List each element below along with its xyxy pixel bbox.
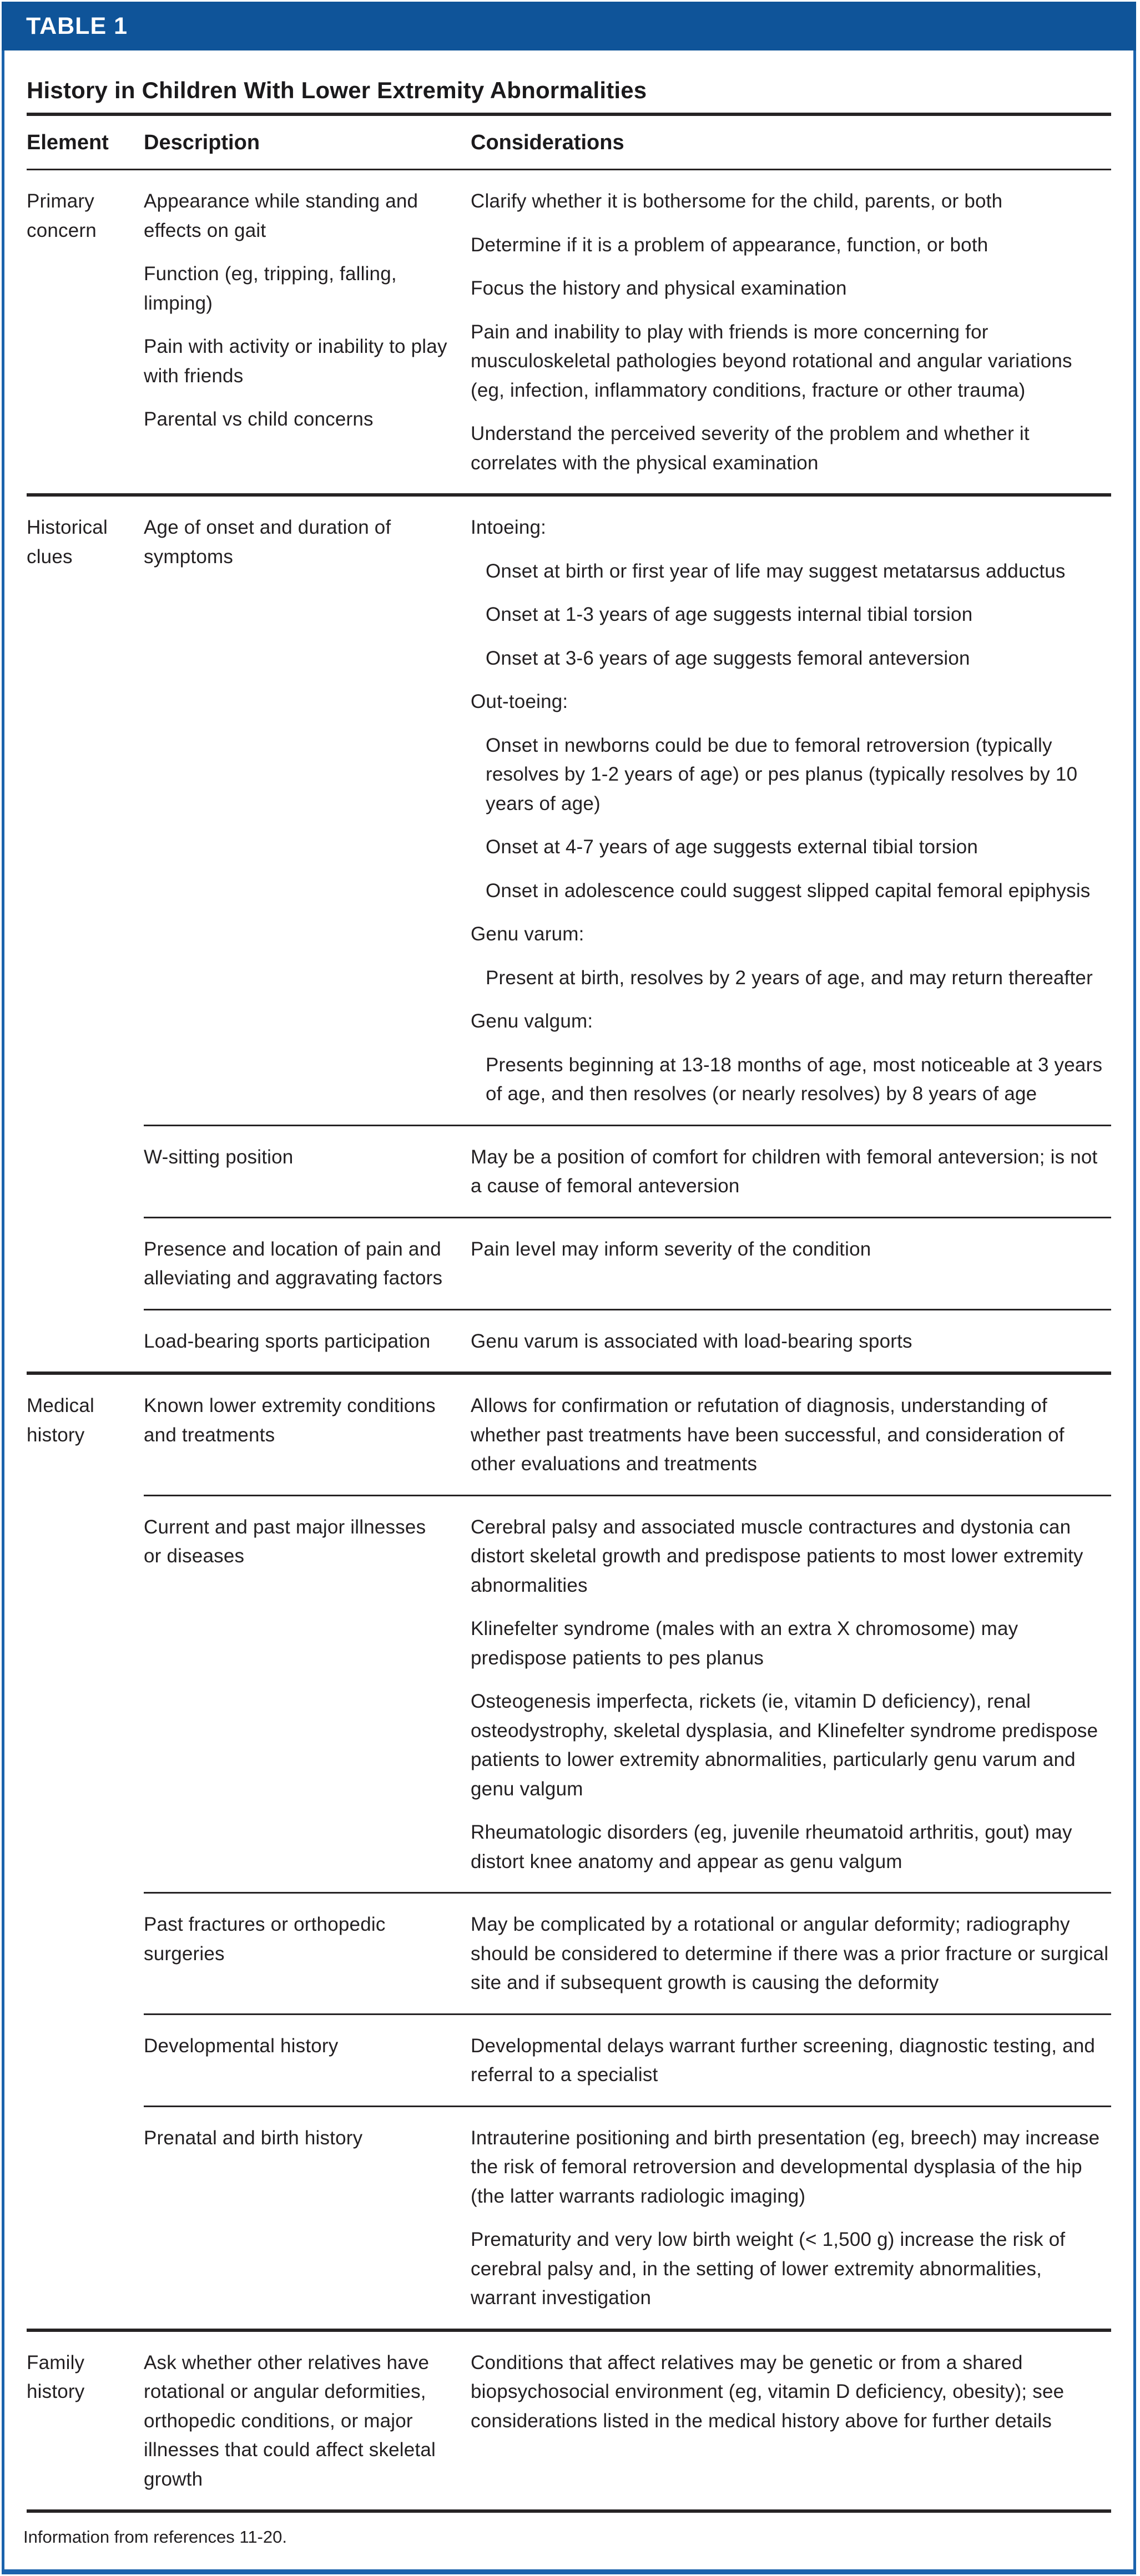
- table-row: [144, 1125, 1111, 1217]
- consideration-text: Onset at 4-7 years of age suggests external tibial torsion: [486, 836, 978, 858]
- table-row: [144, 1495, 1111, 1892]
- consideration-text: Pain level may inform severity of the condition: [471, 1238, 871, 1260]
- consideration-text: Out-toeing:: [471, 691, 568, 712]
- description-cell: [144, 187, 471, 478]
- description-text: Pain with activity or inability to play with friends: [144, 336, 447, 387]
- consideration-text: May be complicated by a rotational or angular deformity; radiography should be considered to determine if there was a prior fracture or surgical site and if subsequent growth is causing the deformity: [471, 1914, 1109, 1993]
- considerations-cell: [471, 2124, 1111, 2313]
- description-text: Prenatal and birth history: [144, 2127, 363, 2149]
- description-text: Known lower extremity conditions and treatments: [144, 1395, 436, 1446]
- considerations-cell: [471, 187, 1111, 478]
- consideration-text: Understand the perceived severity of the problem and whether it correlates with the physical examination: [471, 423, 1030, 474]
- element-text: Primary concern: [27, 190, 97, 241]
- considerations-cell: [471, 1391, 1111, 1479]
- column-header-considerations: Considerations: [471, 131, 624, 154]
- description-text: Ask whether other relatives have rotational or angular deformities, orthopedic conditions, or major illnesses that could affect skeletal growth: [144, 2351, 436, 2490]
- consideration-text: Onset at 1-3 years of age suggests internal tibial torsion: [486, 604, 973, 625]
- consideration-text: Cerebral palsy and associated muscle contractures and dystonia can distort skeletal growth and predispose patients to most lower extremity abnormalities: [471, 1516, 1083, 1596]
- table-title: History in Children With Lower Extremity Abnormalities: [27, 77, 647, 103]
- consideration-text: Intoeing:: [471, 517, 547, 538]
- description-cell: [144, 1513, 471, 1877]
- consideration-text: Clarify whether it is bothersome for the child, parents, or both: [471, 190, 1003, 212]
- considerations-cell: [471, 1143, 1111, 1201]
- consideration-text: Conditions that affect relatives may be genetic or from a shared biopsychosocial environment (eg, vitamin D deficiency, obesity); see considerations listed in the medical history above for further details: [471, 2351, 1065, 2432]
- table-row: [144, 1375, 1111, 1495]
- section-family-history: [27, 2329, 1111, 2510]
- element-label: [27, 1375, 144, 2329]
- considerations-cell: [471, 513, 1111, 1109]
- description-cell: [144, 2032, 471, 2090]
- description-cell: [144, 2124, 471, 2313]
- consideration-text: Onset in adolescence could suggest slipped capital femoral epiphysis: [486, 879, 1091, 902]
- consideration-text: Onset in newborns could be due to femoral retroversion (typically resolves by 1-2 years of age) or pes planus (typically resolves by 10 years of age): [486, 734, 1078, 814]
- description-text: Age of onset and duration of symptoms: [144, 517, 391, 568]
- table-row: [144, 170, 1111, 493]
- description-text: Parental vs child concerns: [144, 408, 374, 430]
- table-row: [144, 1217, 1111, 1309]
- description-cell: [144, 1327, 471, 1357]
- element-text: Historical clues: [27, 517, 108, 568]
- description-text: W-sitting position: [144, 1146, 294, 1168]
- table-figure-frame: [2, 2, 1136, 2574]
- table-row: [144, 2106, 1111, 2329]
- section-primary-concern: [27, 170, 1111, 493]
- description-text: Past fractures or orthopedic surgeries: [144, 1914, 386, 1965]
- description-text: Appearance while standing and effects on gait: [144, 190, 418, 241]
- description-cell: [144, 1235, 471, 1293]
- considerations-cell: [471, 1513, 1111, 1877]
- description-text: Function (eg, tripping, falling, limping): [144, 263, 397, 314]
- description-cell: [144, 513, 471, 1109]
- description-cell: [144, 1143, 471, 1201]
- consideration-text: Genu valgum:: [471, 1010, 593, 1032]
- considerations-cell: [471, 1910, 1111, 1998]
- consideration-text: Presents beginning at 13-18 months of age, most noticeable at 3 years of age, and then resolves (or nearly resolves) by 8 years of age: [486, 1054, 1103, 1105]
- considerations-cell: [471, 2032, 1111, 2090]
- table-row: [144, 497, 1111, 1125]
- consideration-text: Focus the history and physical examination: [471, 277, 847, 299]
- considerations-cell: [471, 2349, 1111, 2494]
- consideration-text: Rheumatologic disorders (eg, juvenile rheumatoid arthritis, gout) may distort knee anatomy and appear as genu valgum: [471, 1821, 1072, 1872]
- consideration-text: Prematurity and very low birth weight (< 1,500 g) increase the risk of cerebral palsy and, in the setting of lower extremity abnormalities, warrant investigation: [471, 2229, 1066, 2309]
- table-header-band: [2, 2, 1136, 50]
- consideration-text: Allows for confirmation or refutation of diagnosis, understanding of whether past treatments have been successful, and consideration of other evaluations and treatments: [471, 1395, 1065, 1475]
- section-historical-clues: [27, 493, 1111, 1371]
- column-header-row: [27, 113, 1111, 170]
- consideration-text: Osteogenesis imperfecta, rickets (ie, vitamin D deficiency), renal osteodystrophy, skeletal dysplasia, and Klinefelter syndrome predispose patients to lower extremity abnormalities, particularly genu varum and genu valgum: [471, 1691, 1098, 1800]
- element-label: [27, 170, 144, 493]
- consideration-text: Onset at birth or first year of life may suggest metatarsus adductus: [486, 560, 1066, 582]
- description-cell: [144, 1910, 471, 1998]
- consideration-text: Intrauterine positioning and birth presentation (eg, breech) may increase the risk of femoral retroversion and developmental dysplasia of the hip (the latter warrants radiologic imaging): [471, 2127, 1100, 2207]
- element-text: Medical history: [27, 1395, 95, 1446]
- table-number-label: TABLE 1: [26, 12, 128, 39]
- element-text: Family history: [27, 2351, 85, 2402]
- table-body: [4, 77, 1133, 2569]
- consideration-text: Determine if it is a problem of appearance, function, or both: [471, 234, 988, 256]
- description-text: Presence and location of pain and alleviating and aggravating factors: [144, 1238, 443, 1289]
- table-row: [144, 2013, 1111, 2106]
- section-medical-history: [27, 1371, 1111, 2329]
- table-row: [144, 2332, 1111, 2510]
- description-cell: [144, 1391, 471, 1479]
- consideration-text: Pain and inability to play with friends is more concerning for musculoskeletal pathologies beyond rotational and angular variations (eg, infection, inflammatory conditions, fracture or other trauma): [471, 321, 1072, 401]
- table-row: [144, 1309, 1111, 1372]
- consideration-text: Klinefelter syndrome (males with an extra X chromosome) may predispose patients to pes planus: [471, 1618, 1018, 1669]
- consideration-text: Present at birth, resolves by 2 years of age, and may return thereafter: [486, 966, 1093, 989]
- description-text: Load-bearing sports participation: [144, 1330, 431, 1352]
- description-text: Developmental history: [144, 2035, 339, 2057]
- consideration-text: Genu varum is associated with load-bearing sports: [471, 1330, 912, 1352]
- element-label: [27, 2332, 144, 2510]
- consideration-text: Genu varum:: [471, 923, 584, 945]
- footnote: Information from references 11-20.: [23, 2527, 287, 2547]
- description-cell: [144, 2349, 471, 2494]
- column-header-element: Element: [27, 131, 109, 154]
- element-label: [27, 497, 144, 1371]
- table-row: [144, 1892, 1111, 2013]
- consideration-text: May be a position of comfort for children with femoral anteversion; is not a cause of femoral anteversion: [471, 1146, 1098, 1197]
- consideration-text: Onset at 3-6 years of age suggests femoral anteversion: [486, 647, 970, 669]
- considerations-cell: [471, 1327, 1111, 1357]
- consideration-text: Developmental delays warrant further screening, diagnostic testing, and referral to a specialist: [471, 2035, 1096, 2086]
- considerations-cell: [471, 1235, 1111, 1293]
- description-text: Current and past major illnesses or diseases: [144, 1516, 426, 1567]
- column-header-description: Description: [144, 131, 260, 154]
